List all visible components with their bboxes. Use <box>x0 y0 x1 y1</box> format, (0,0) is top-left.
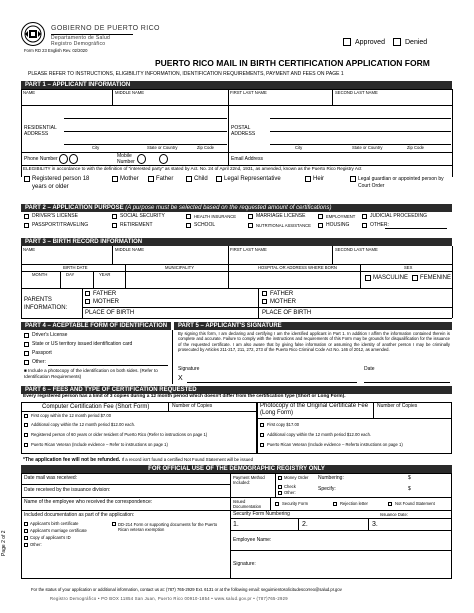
denied-checkbox[interactable] <box>393 38 401 46</box>
doc-other-checkbox[interactable] <box>24 543 28 547</box>
masculine-label: MASCULINE <box>373 275 409 281</box>
approved-checkbox[interactable] <box>343 38 351 46</box>
res-city-label: City <box>92 145 100 150</box>
doc-birth-cert: Applicant's birth certificate <box>30 521 79 526</box>
id-drivers-license: Driver's License <box>32 332 68 338</box>
security-form-numbering: Security Form Numbering <box>233 511 290 517</box>
mobile-area-code[interactable] <box>137 154 146 164</box>
phone-area-code[interactable] <box>59 154 68 164</box>
p3-middle-label: MIDDLE NAME <box>115 247 145 252</box>
short-veteran: Puerto Rican Veteran (Include evidence – Refer to instructions on page 1) <box>31 442 168 447</box>
dollar-2: $ <box>408 486 411 492</box>
registered-person-label: Registered person 18 years or older <box>32 176 90 190</box>
short-senior-checkbox[interactable] <box>24 433 28 437</box>
rejection-letter-checkbox[interactable] <box>333 502 337 506</box>
residential-address-label: RESIDENTIAL ADDRESS <box>24 125 57 137</box>
purpose-judicial-checkbox[interactable] <box>362 214 367 219</box>
part2-header: PART 2 – APPLICATION PURPOSE (A purpose must be selected based on the requested amount of certifications) <box>21 204 452 212</box>
purpose-marriage-license-checkbox[interactable] <box>248 214 253 219</box>
parents-info-label: PARENTS INFORMATION: <box>24 297 68 311</box>
heir-checkbox[interactable] <box>305 176 311 182</box>
footer-bar: Registro Demográfico • PO BOX 11854 San Juan, Puerto Rico 00910-1854 • www.salud.gov.pr • (787)765-2929 <box>50 596 288 601</box>
official-use-header: FOR OFFICIAL USE OF THE DEMOGRAPHIC REGISTRY ONLY <box>21 465 452 473</box>
short-veteran-checkbox[interactable] <box>24 443 28 447</box>
res-zip-label: Zip Code <box>197 145 214 150</box>
long-additional: Additional copy within the 12 month period $12.00 each. <box>267 432 372 437</box>
p1-second-last-label: SECOND LAST NAME <box>335 90 378 95</box>
id-passport-checkbox[interactable] <box>24 351 29 356</box>
birth-date-label: BIRTH DATE <box>63 265 88 270</box>
mobile-label: Mobile Number <box>117 153 135 165</box>
copies-limit: Every registered person has a limit of 3 copies during a 12 month period which doesn't differ from the certification type (Short or Long Form). <box>23 394 346 399</box>
mobile-area-code-close <box>159 154 168 164</box>
p3-second-last-label: SECOND LAST NAME <box>335 247 378 252</box>
page-indicator: Page 2 of 2 <box>1 530 7 556</box>
short-form-title: Computer Certification Fee (Short Form) <box>42 404 150 410</box>
check-label: Check <box>284 484 296 489</box>
purpose-judicial: JUDICIAL PROCEEDING <box>370 213 428 219</box>
id-photocopy-note: ■ Include a photocopy of the identification on both sides. (Refer to Identification Requirements) <box>24 368 158 379</box>
id-state-card: State or US territory issued identification card <box>32 341 133 347</box>
purpose-drivers-license: DRIVER'S LICENSE <box>32 213 78 219</box>
issuance-date-label: Issuance Date: <box>380 512 408 517</box>
purpose-other: OTHER: <box>370 222 389 228</box>
id-passport: Passport <box>32 350 52 356</box>
purpose-passport-checkbox[interactable] <box>24 223 29 228</box>
day-label: DAY <box>66 272 75 277</box>
child-checkbox[interactable] <box>186 176 192 182</box>
doc-marriage-cert-checkbox[interactable] <box>24 529 28 533</box>
purpose-social-security-checkbox[interactable] <box>112 214 117 219</box>
purpose-nutritional: NUTRITIONAL ASSISTANCE <box>256 223 311 228</box>
feminine-checkbox[interactable] <box>412 275 418 281</box>
doc-marriage-cert: Applicant's marriage certificate <box>30 528 87 533</box>
signature-label: Signature <box>178 366 200 372</box>
money-order-checkbox[interactable] <box>278 476 282 480</box>
father-checkbox[interactable] <box>148 176 154 182</box>
long-first-copy: First copy $17.00 <box>267 422 300 427</box>
purpose-employment-checkbox[interactable] <box>318 214 323 219</box>
postal-zip-label: Zip Code <box>407 145 424 150</box>
doc-birth-cert-checkbox[interactable] <box>24 522 28 526</box>
phone-label: Phone Number <box>24 156 58 162</box>
long-veteran: Puerto Rican Veteran (Include evidence – Referto instructions on page 1) <box>267 442 403 447</box>
parent1-place-of-birth: PLACE OF BIRTH <box>85 310 135 316</box>
date-mail-received: Date mail was received: <box>24 475 78 481</box>
purpose-health-insurance-checkbox[interactable] <box>186 214 191 219</box>
long-first-copy-checkbox[interactable] <box>260 423 264 427</box>
purpose-nutritional-checkbox[interactable] <box>248 223 253 228</box>
not-found-checkbox[interactable] <box>388 502 392 506</box>
parent2-father-checkbox[interactable] <box>262 291 267 296</box>
signature-x: X <box>178 375 183 382</box>
part4-header: PART 4 – ACEPTABLE FORM OF IDENTIFICATION <box>21 322 171 330</box>
numbering-label: Numbering: <box>318 475 344 481</box>
department-line-1: Departamento de Salud <box>51 35 111 41</box>
part5-header: PART 5 – APPLICANT'S SIGNATURE <box>174 322 452 330</box>
parent1-father-checkbox[interactable] <box>85 291 90 296</box>
approved-label: Approved <box>355 39 385 46</box>
purpose-health-insurance: HEALTH INSURANCE <box>194 214 237 219</box>
payment-other-label: Other: <box>284 490 296 495</box>
p1-name-label: NAME <box>23 90 36 95</box>
municipality-label: MUNICIPALITY <box>165 265 195 270</box>
part3-header: PART 3 – BIRTH RECORD INFORMATION <box>21 238 452 246</box>
year-label: YEAR <box>99 272 111 277</box>
email-label: Email Address <box>231 156 263 162</box>
legal-rep-checkbox[interactable] <box>216 176 222 182</box>
payment-other-checkbox[interactable] <box>278 491 282 495</box>
doc-other: Other: <box>30 542 42 547</box>
short-senior: Registered person of 60 years or older resident of Puerto Rico (Refer to instructions on page 1) <box>31 432 208 437</box>
registered-person-checkbox[interactable] <box>24 176 30 182</box>
signature-official-label: Signature: <box>233 561 256 567</box>
parent2-mother-checkbox[interactable] <box>262 299 267 304</box>
purpose-passport: PASSPORT/TRAVELING <box>32 222 89 228</box>
seal-logo <box>21 22 45 46</box>
purpose-retirement-checkbox[interactable] <box>112 223 117 228</box>
form-title: PUERTO RICO MAIL IN BIRTH CERTIFICATION APPLICATION FORM <box>155 58 430 68</box>
long-num-copies: Number of Copies <box>377 403 418 409</box>
part6-header: PART 6 – FEES AND TYPE OF CERTIFICATION REQUESTED <box>21 386 452 394</box>
date-received-issuance: Date received by the issuance division: <box>24 487 111 493</box>
short-first-copy: First copy within the 12 month period $7.00 <box>31 413 112 418</box>
purpose-retirement: RETIREMENT <box>120 222 153 228</box>
p3-first-last-label: FIRST LAST NAME <box>230 247 267 252</box>
father-label: Father <box>156 176 174 182</box>
short-additional: Additional copy within the 12 month period $12.00 each. <box>31 422 136 427</box>
serial-3: 3. <box>372 521 378 528</box>
postal-state-label: State or Country <box>352 145 383 150</box>
serial-1: 1. <box>233 521 239 528</box>
security-form-checkbox[interactable] <box>275 502 279 506</box>
legal-rep-label: Legal Representative <box>224 176 281 182</box>
purpose-housing-checkbox[interactable] <box>318 223 323 228</box>
guardian-checkbox[interactable] <box>350 176 356 182</box>
child-label: Child <box>194 176 208 182</box>
rejection-letter-label: Rejection letter <box>340 501 368 506</box>
security-form-label: Security Form <box>282 501 309 506</box>
short-additional-checkbox[interactable] <box>24 423 28 427</box>
masculine-checkbox[interactable] <box>365 275 371 281</box>
specify-label: Specify: <box>318 486 336 492</box>
purpose-school-checkbox[interactable] <box>186 223 191 228</box>
contact-info: For the status of your application or additional information, contact us at: (787) 765-2929 Ext. 6131 or at the following email: seguimientosolicitudescorreo@salud.pr.gov <box>31 587 342 592</box>
p1-middle-label: MIDDLE NAME <box>115 90 145 95</box>
long-veteran-checkbox[interactable] <box>260 443 264 447</box>
doc-dd214-checkbox[interactable] <box>112 522 116 526</box>
parent1-mother-checkbox[interactable] <box>85 299 90 304</box>
res-state-label: State or Country <box>147 145 178 150</box>
postal-address-label: POSTAL ADDRESS <box>231 125 256 137</box>
purpose-housing: HOUSING <box>326 222 350 228</box>
purpose-other-checkbox[interactable] <box>362 223 367 228</box>
form-number: Form RD 23 English Rev. 02/2020 <box>24 48 88 53</box>
purpose-marriage-license: MARRIAGE LICENSE <box>256 213 306 219</box>
parent1-father-label: FATHER <box>93 291 117 297</box>
included-docs-label: Included documentation as part of the application: <box>24 512 135 518</box>
month-label: MONTH <box>32 272 48 277</box>
hospital-label: HOSPITAL OR ADDRESS WHERE BORN <box>258 265 337 270</box>
denied-label: Denied <box>405 39 428 46</box>
feminine-label: FEMENINE <box>420 275 452 281</box>
phone-area-code-close <box>69 154 78 164</box>
department-line-2: Registro Demográfico <box>51 41 106 47</box>
long-form-title: Photocopy of the Original Certificate Fee (Long Form) <box>260 403 369 416</box>
id-drivers-license-checkbox[interactable] <box>24 333 29 338</box>
agency-name: GOBIERNO DE PUERTO RICO <box>51 25 160 32</box>
dollar-1: $ <box>408 475 411 481</box>
parent2-place-of-birth: PLACE OF BIRTH <box>262 310 312 316</box>
purpose-social-security: SOCIAL SECURITY <box>120 213 165 219</box>
date-label: Date <box>364 366 375 372</box>
short-first-copy-checkbox[interactable] <box>24 414 28 418</box>
id-other-checkbox[interactable] <box>24 360 29 365</box>
id-other: Other: <box>32 359 46 365</box>
id-state-card-checkbox[interactable] <box>24 342 29 347</box>
parent2-mother-label: MOTHER <box>270 299 296 305</box>
fee-note: *The application fee will not be refunded. If a record isn't found a certified Not Found Statement will be issued <box>23 457 254 463</box>
doc-dd214: DD-214 Form or supporting documents for the Puerto Rican veteran exemption <box>118 522 218 533</box>
purpose-drivers-license-checkbox[interactable] <box>24 214 29 219</box>
parent1-mother-label: MOTHER <box>93 299 119 305</box>
long-additional-checkbox[interactable] <box>260 433 264 437</box>
purpose-employment: EMPLOYMENT <box>326 214 356 219</box>
employee-received: Name of the employee who received the correspondence: <box>24 499 153 505</box>
employee-name-label: Employee Name: <box>233 537 272 543</box>
mother-label: Mother <box>120 176 139 182</box>
p3-name-label: NAME <box>23 247 36 252</box>
p1-first-last-label: FIRST LAST NAME <box>230 90 267 95</box>
doc-id-copy-checkbox[interactable] <box>24 536 28 540</box>
parent2-father-label: FATHER <box>270 291 294 297</box>
guardian-label: Legal guardian or appointed person by Court Order <box>358 176 444 189</box>
eligibility-text: ELEGIBILITY in accordance to with the definition of "interested party" as stated by Act. No. 24 of April 22nd, 1931, as amended, known as the Puerto Rico Registry Act <box>23 166 362 171</box>
part1-header: PART 1 – APPLICANT INFORMATION <box>21 81 452 89</box>
postal-city-label: City <box>295 145 303 150</box>
short-num-copies: Number of Copies <box>172 403 213 409</box>
form-instructions: PLEASE REFER TO INSTRUCTIONS, ELIGIBILITY INFORMATION, IDENTIFICATION REQUIREMENTS, PAYMENT AND FEES ON PAGE 1 <box>28 71 344 77</box>
purpose-school: SCHOOL <box>194 222 216 228</box>
issued-documentation-label: Issued Documentation <box>233 499 262 510</box>
signature-declaration: By signing this form, I am declaring and certifying I am the identified applicant in Part 1. In addition I affirm the information contained therein is complete and accurate. Failure to comply with the instructions and requirements of this Form may be grounds for disqualification for the issuance of the requested certificate. I am also aware that by giving false information or assuming the identity of another person I may be criminally prosecuted by Articles 211-217, 211, 272, 273 of the Puerto Rico Criminal Code Act No. 146 of 2012, as amended. <box>178 331 450 352</box>
serial-2: 2. <box>302 521 308 528</box>
money-order-label: Money Order <box>284 475 309 480</box>
heir-label: Heir <box>313 176 325 182</box>
doc-id-copy: Copy of applicant's ID <box>30 535 71 540</box>
check-checkbox[interactable] <box>278 485 282 489</box>
payment-method-label: Payment Method Included: <box>233 475 265 486</box>
mother-checkbox[interactable] <box>112 176 118 182</box>
not-found-label: Not Found Statement <box>395 501 435 506</box>
sex-label: SEX <box>404 265 413 270</box>
